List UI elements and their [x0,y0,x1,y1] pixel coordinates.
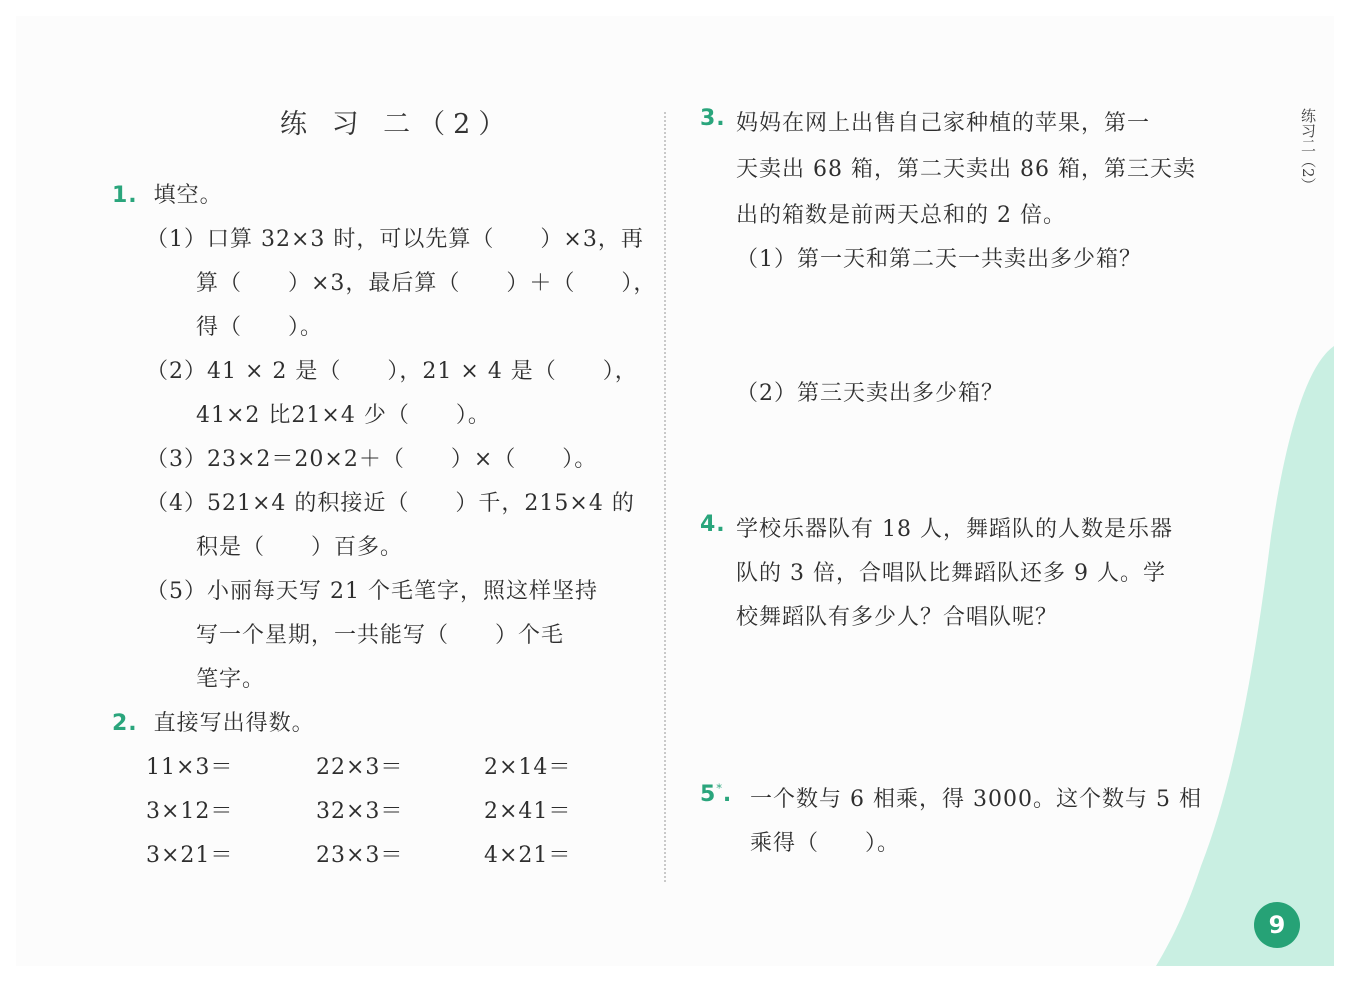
q1-line-7: （4）521×4 的积接近（ ）千，215×4 的 [146,491,635,516]
workbook-page [16,16,1334,966]
q3-number: 3. [700,106,726,131]
q2-cell: 3×12＝ [146,799,234,824]
q2-cell: 23×3＝ [316,843,404,868]
q1-heading-line [112,178,223,209]
q1-number: 1. [112,183,138,208]
q2-cell: 11×3＝ [146,755,234,780]
q1-line-11: 笔字。 [196,667,266,692]
q2-cell: 3×21＝ [146,843,234,868]
q2-cell: 4×21＝ [484,843,572,868]
q3-sub-1: （1）第一天和第二天一共卖出多少箱？ [736,247,1142,272]
q2-cell: 22×3＝ [316,755,404,780]
page-title: 练 习 二（2） [280,109,514,140]
q5-line-1: 一个数与 6 相乘，得 3000。这个数与 5 相 [750,787,1202,812]
q1-line-8: 积是（ ）百多。 [196,535,404,560]
q1-heading: 填空。 [153,183,223,208]
page-number-badge: 9 [1254,902,1300,948]
column-divider [664,112,670,882]
q4-line-2: 队的 3 倍，合唱队比舞蹈队还多 9 人。学 [736,561,1166,586]
q5-line-2: 乘得（ ）。 [750,831,901,856]
q2-number: 2. [112,711,138,736]
q5-number: 5*. [700,782,733,807]
q1-line-3: 得（ ）。 [196,315,324,340]
q3-line-1: 妈妈在网上出售自己家种植的苹果，第一 [736,111,1151,136]
q2-cell: 2×14＝ [484,755,572,780]
q2-heading-line [112,706,315,737]
q1-line-6: （3）23×2＝20×2＋（ ）×（ ）。 [146,447,598,472]
side-title: 练习二（2） [1299,108,1317,193]
q2-cell: 2×41＝ [484,799,572,824]
q1-line-2: 算（ ）×3，最后算（ ）＋（ ）， [196,271,657,296]
q3-sub-2: （2）第三天卖出多少箱？ [736,381,1004,406]
q3-line-3: 出的箱数是前两天总和的 2 倍。 [736,203,1066,228]
q2-heading: 直接写出得数。 [153,711,315,736]
q1-line-1: （1）口算 32×3 时，可以先算（ ）×3，再 [146,227,644,252]
q2-cell: 32×3＝ [316,799,404,824]
q1-line-10: 写一个星期，一共能写（ ）个毛 [196,623,565,648]
q5-star: * [716,782,723,795]
q3-line-2: 天卖出 68 箱，第二天卖出 86 箱，第三天卖 [736,157,1196,182]
q4-number: 4. [700,512,726,537]
q4-line-3: 校舞蹈队有多少人？合唱队呢？ [736,605,1059,630]
q1-line-5: 41×2 比21×4 少（ ）。 [196,403,491,428]
q1-line-9: （5）小丽每天写 21 个毛笔字，照这样坚持 [146,579,598,604]
q1-line-4: （2）41 × 2 是（ ），21 × 4 是（ ）， [146,359,638,384]
q4-line-1: 学校乐器队有 18 人，舞蹈队的人数是乐器 [736,517,1173,542]
